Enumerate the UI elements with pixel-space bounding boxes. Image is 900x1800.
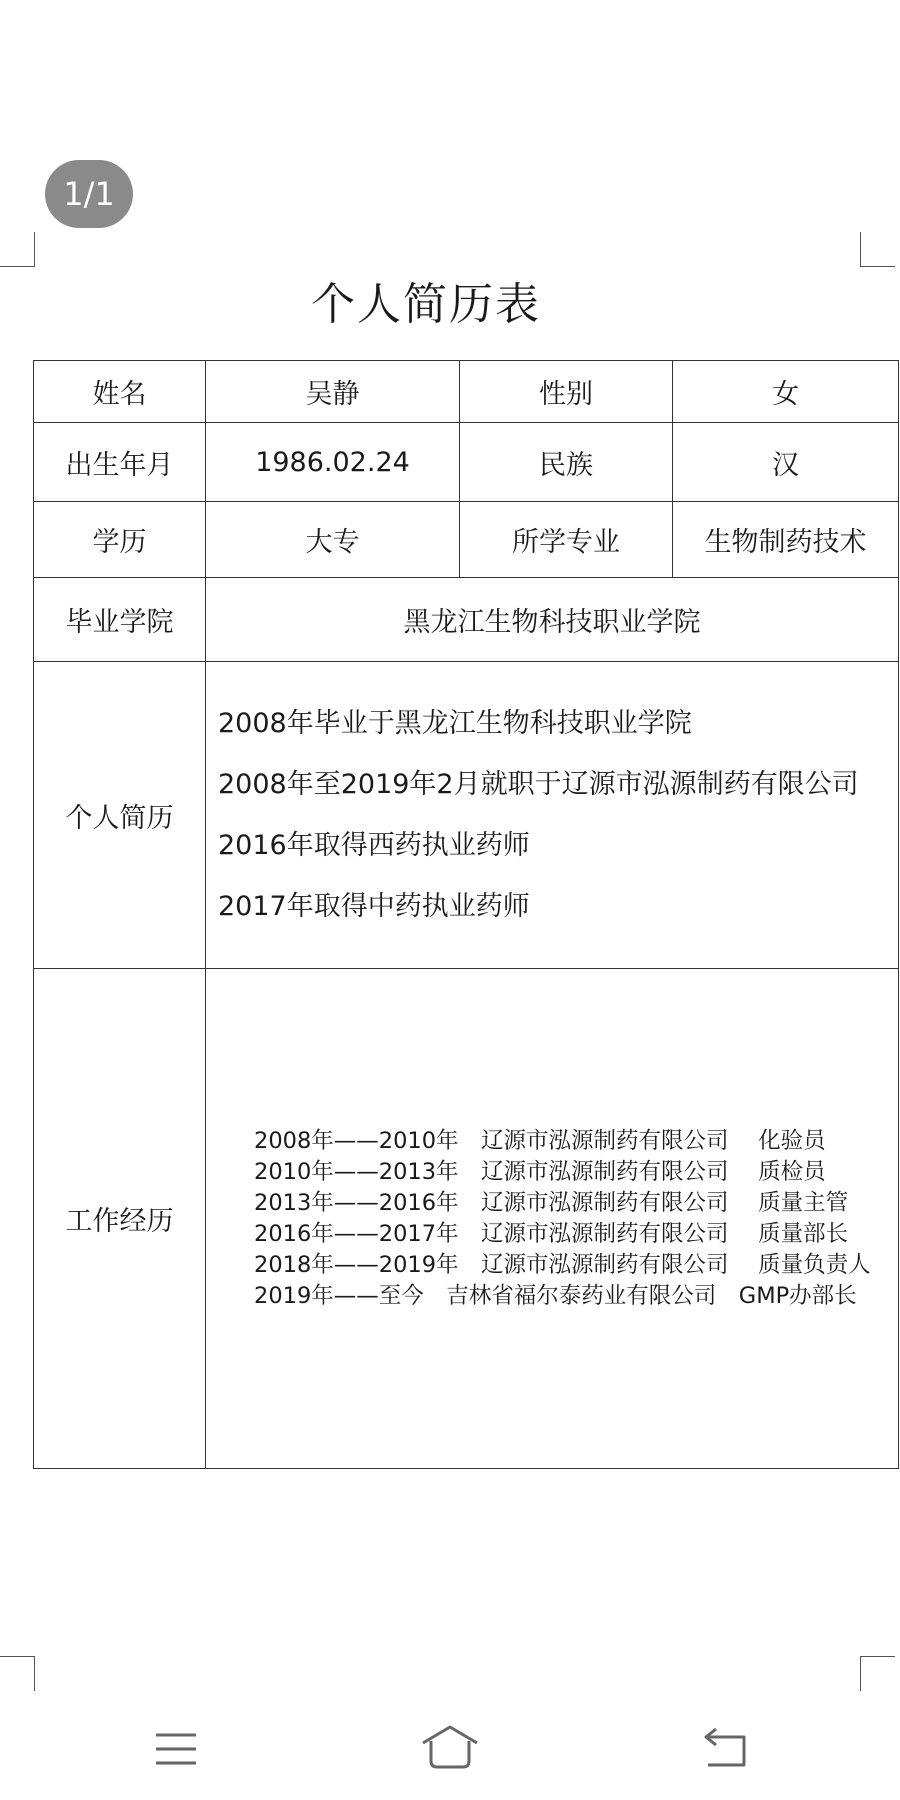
- table-row: [34, 578, 899, 662]
- ethnicity-value: 汉: [673, 423, 899, 502]
- school-value: 黑龙江生物科技职业学院: [206, 578, 899, 662]
- birth-value: 1986.02.24: [206, 423, 460, 502]
- home-button[interactable]: [400, 1715, 500, 1785]
- bio-line: 2008年毕业于黑龙江生物科技职业学院: [218, 708, 692, 739]
- birth-label: 出生年月: [34, 423, 206, 502]
- major-value: 生物制药技术: [673, 502, 899, 578]
- work-line: 2018年——2019年 辽源市泓源制药有限公司 质量负责人: [254, 1251, 871, 1278]
- work-line: 2019年——至今 吉林省福尔泰药业有限公司 GMP办部长: [254, 1282, 857, 1309]
- education-label: 学历: [34, 502, 206, 578]
- document-title: 个人简历表: [311, 279, 541, 330]
- crop-mark-bottom-right: [860, 1656, 895, 1691]
- page-indicator: 1/1: [45, 160, 133, 228]
- table-row: [34, 502, 899, 578]
- name-label: 姓名: [34, 361, 206, 423]
- ethnicity-label: 民族: [460, 423, 673, 502]
- work-content: [206, 969, 899, 1469]
- work-line: 2013年——2016年 辽源市泓源制药有限公司 质量主管: [254, 1189, 849, 1216]
- major-label: 所学专业: [460, 502, 673, 578]
- crop-mark-top-left: [0, 232, 35, 267]
- crop-mark-top-right: [860, 232, 895, 267]
- back-button[interactable]: [676, 1715, 776, 1785]
- work-line: 2010年——2013年 辽源市泓源制药有限公司 质检员: [254, 1158, 826, 1185]
- menu-icon: [152, 1715, 200, 1785]
- bio-line: 2017年取得中药执业药师: [218, 891, 530, 922]
- gender-value: 女: [673, 361, 899, 423]
- bio-content: [206, 662, 899, 969]
- work-line: 2016年——2017年 辽源市泓源制药有限公司 质量部长: [254, 1220, 849, 1247]
- gender-label: 性别: [460, 361, 673, 423]
- bio-line: 2016年取得西药执业药师: [218, 830, 530, 861]
- work-label: 工作经历: [34, 969, 206, 1469]
- education-value: 大专: [206, 502, 460, 578]
- table-row: [34, 423, 899, 502]
- navigation-bar: [0, 1715, 900, 1785]
- school-label: 毕业学院: [34, 578, 206, 662]
- resume-table: [33, 360, 899, 1469]
- table-row: [34, 361, 899, 423]
- bio-label: 个人简历: [34, 662, 206, 969]
- table-row: [34, 662, 899, 969]
- menu-button[interactable]: [126, 1715, 226, 1785]
- bio-line: 2008年至2019年2月就职于辽源市泓源制药有限公司: [218, 769, 859, 800]
- back-icon: [700, 1715, 752, 1785]
- home-icon: [420, 1715, 480, 1785]
- crop-mark-bottom-left: [0, 1656, 35, 1691]
- table-row: [34, 969, 899, 1469]
- work-line: 2008年——2010年 辽源市泓源制药有限公司 化验员: [254, 1127, 826, 1154]
- name-value: 吴静: [206, 361, 460, 423]
